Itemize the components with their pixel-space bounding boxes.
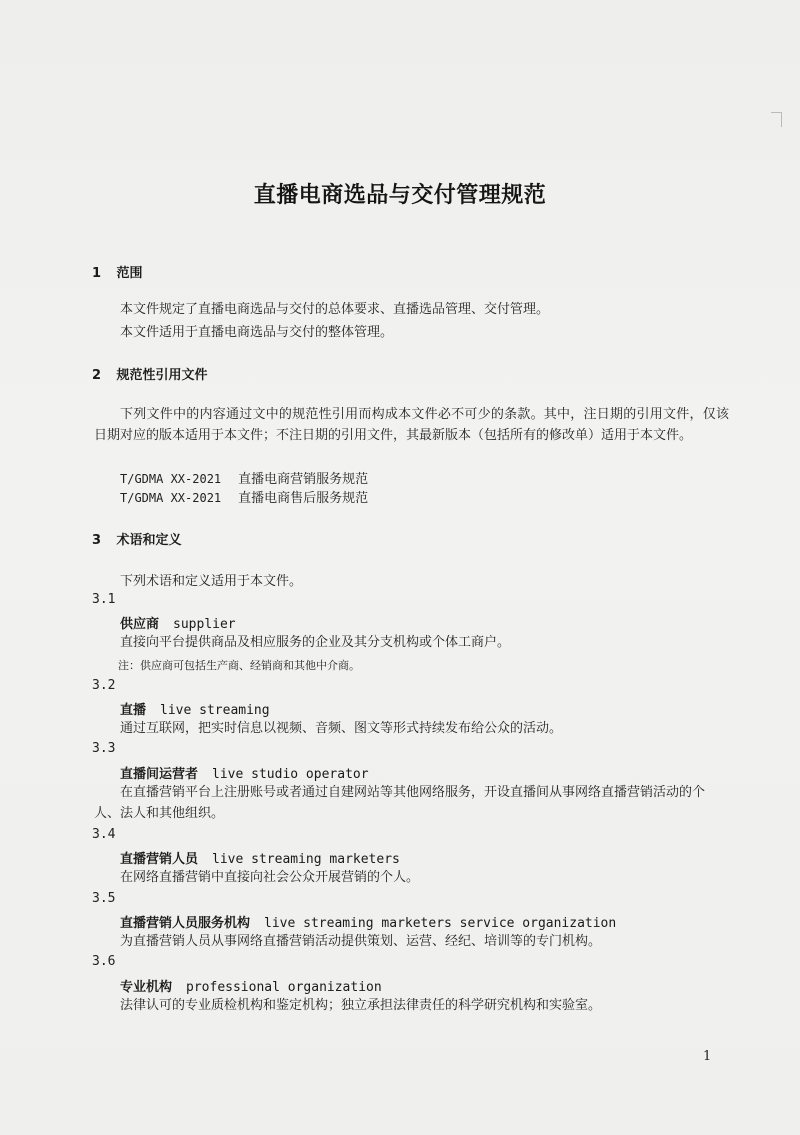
- term-definition: 在网络直播营销中直接向社会公众开展营销的个人。: [120, 870, 420, 885]
- term-entry: [120, 848, 400, 867]
- section-3-intro: 下列术语和定义适用于本文件。: [120, 574, 303, 589]
- term-zh: 直播营销人员服务机构: [120, 916, 251, 931]
- term-zh: 专业机构: [120, 980, 173, 995]
- term-definition: 通过互联网，把实时信息以视频、音频、图文等形式持续发布给公众的活动。: [120, 721, 563, 736]
- term-en: live streaming marketers service organization: [264, 916, 617, 931]
- term-zh: 直播: [120, 703, 147, 718]
- reference-name: 直播电商售后服务规范: [238, 491, 369, 506]
- term-en: supplier: [173, 617, 236, 632]
- page-corner-mark: [771, 112, 782, 127]
- section-3-heading: [92, 529, 182, 548]
- section-2-title: 规范性引用文件: [116, 368, 208, 383]
- term-definition: 法律认可的专业质检机构和鉴定机构；独立承担法律责任的科学研究机构和实验室。: [120, 998, 602, 1013]
- section-1-title: 范围: [116, 266, 143, 281]
- reference-item: [120, 468, 368, 487]
- section-1-line-2: 本文件适用于直播电商选品与交付的整体管理。: [120, 325, 394, 340]
- term-entry: [120, 976, 382, 995]
- term-entry: [120, 763, 369, 782]
- term-entry: [120, 699, 270, 718]
- term-zh: 直播间运营者: [120, 767, 199, 782]
- term-zh: 供应商: [120, 617, 160, 632]
- section-2-heading: [92, 364, 208, 383]
- section-2-number: 2: [92, 368, 102, 383]
- section-1-heading: [92, 262, 143, 281]
- term-definition: 为直播营销人员从事网络直播营销活动提供策划、运营、经纪、培训等的专门机构。: [120, 934, 602, 949]
- term-en: professional organization: [186, 980, 382, 995]
- term-entry: [120, 912, 616, 931]
- section-1-line-1: 本文件规定了直播电商选品与交付的总体要求、直播选品管理、交付管理。: [120, 302, 550, 317]
- section-3-number: 3: [92, 533, 102, 548]
- term-en: live streaming: [160, 703, 270, 718]
- clause-number: 3.6: [92, 954, 116, 969]
- clause-number: 3.3: [92, 741, 116, 756]
- page-number: 1: [703, 1049, 712, 1064]
- reference-name: 直播电商营销服务规范: [238, 472, 369, 487]
- term-zh: 直播营销人员: [120, 852, 199, 867]
- reference-item: [120, 487, 368, 506]
- section-2-paragraph: 下列文件中的内容通过文中的规范性引用而构成本文件必不可少的条款。其中，注日期的引用文件，仅该日期对应的版本适用于本文件；不注日期的引用文件，其最新版本（包括所有的修改单）适用于本文件。: [94, 407, 729, 443]
- clause-number: 3.5: [92, 891, 116, 906]
- section-3-title: 术语和定义: [116, 533, 182, 548]
- term-entry: [120, 613, 236, 632]
- reference-code: T/GDMA XX-2021: [120, 491, 222, 505]
- document-title: 直播电商选品与交付管理规范: [253, 183, 547, 208]
- term-note: 注：供应商可包括生产商、经销商和其他中介商。: [118, 659, 360, 672]
- term-en: live studio operator: [212, 767, 369, 782]
- term-definition: 直接向平台提供商品及相应服务的企业及其分支机构或个体工商户。: [120, 635, 511, 650]
- clause-number: 3.2: [92, 678, 116, 693]
- term-definition: 在直播营销平台上注册账号或者通过自建网站等其他网络服务，开设直播间从事网络直播营销活动的个人、法人和其他组织。: [94, 785, 706, 821]
- term-en: live streaming marketers: [212, 852, 400, 867]
- reference-code: T/GDMA XX-2021: [120, 472, 222, 486]
- clause-number: 3.1: [92, 592, 116, 607]
- section-1-number: 1: [92, 266, 102, 281]
- clause-number: 3.4: [92, 827, 116, 842]
